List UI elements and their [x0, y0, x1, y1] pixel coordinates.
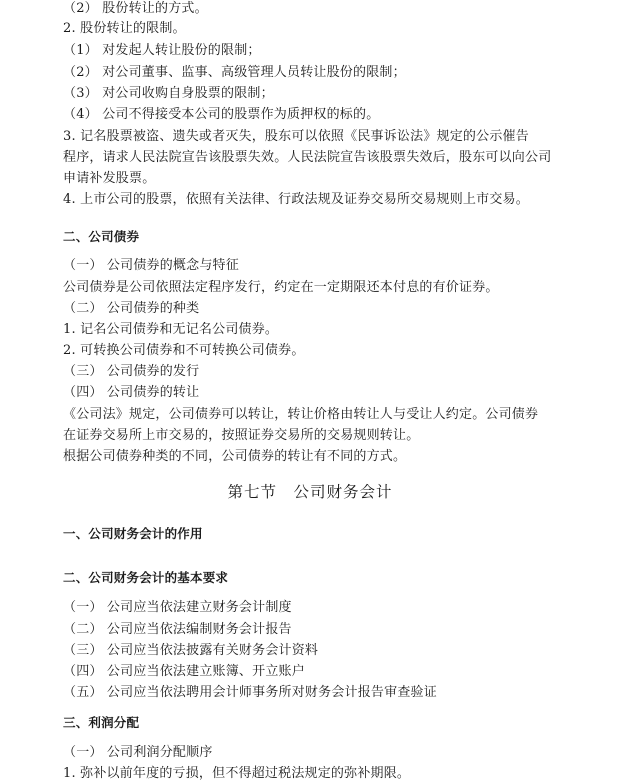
text-line: （三） 公司应当依法披露有关财务会计资料: [63, 643, 319, 658]
text-line: 2. 可转换公司债券和不可转换公司债券。: [63, 343, 305, 358]
text-line: 程序，请求人民法院宣告该股票失效。人民法院宣告该股票失效后，股东可以向公司: [63, 150, 552, 165]
text-line: （3） 对公司收购自身股票的限制；: [63, 86, 274, 101]
text-line: （一） 公司利润分配顺序: [63, 745, 213, 760]
text-line: 申请补发股票。: [63, 171, 156, 186]
text-line: （1） 对发起人转让股份的限制；: [63, 43, 261, 58]
text-line: （2） 对公司董事、监事、高级管理人员转让股份的限制；: [63, 65, 406, 80]
text-line: 1. 记名公司债券和无记名公司债券。: [63, 322, 279, 337]
text-line: （4） 公司不得接受本公司的股票作为质押权的标的。: [63, 107, 380, 122]
text-line: 3. 记名股票被盗、遗失或者灭失，股东可以依照《民事诉讼法》规定的公示催告: [63, 129, 529, 144]
text-line: （二） 公司应当依法编制财务会计报告: [63, 622, 292, 637]
text-line: （四） 公司债券的转让: [63, 385, 200, 400]
text-line: 在证券交易所上市交易的，按照证券交易所的交易规则转让。: [63, 428, 420, 443]
heading-profit-distribution: 三、利润分配: [63, 715, 140, 730]
section-title: 第七节 公司财务会计: [227, 483, 393, 501]
heading-financial-accounting-requirements: 二、公司财务会计的基本要求: [63, 570, 229, 585]
text-line: （一） 公司债券的概念与特征: [63, 258, 239, 273]
text-line: 4. 上市公司的股票，依照有关法律、行政法规及证券交易所交易规则上市交易。: [63, 192, 529, 207]
text-line: （二） 公司债券的种类: [63, 301, 200, 316]
text-line: 根据公司债券种类的不同，公司债券的转让有不同的方式。: [63, 449, 407, 464]
text-line: 2. 股份转让的限制。: [63, 21, 186, 36]
text-line: （三） 公司债券的发行: [63, 364, 200, 379]
text-line: 公司债券是公司依照法定程序发行，约定在一定期限还本付息的有价证券。: [63, 280, 499, 295]
text-line: 《公司法》规定，公司债券可以转让，转让价格由转让人与受让人约定。公司债券: [63, 407, 539, 422]
text-line: （四） 公司应当依法建立账簿、开立账户: [63, 664, 305, 679]
text-line: 1. 弥补以前年度的亏损，但不得超过税法规定的弥补期限。: [63, 766, 411, 781]
heading-financial-accounting-role: 一、公司财务会计的作用: [63, 526, 203, 541]
text-line: （五） 公司应当依法聘用会计师事务所对财务会计报告审查验证: [63, 685, 437, 700]
text-line: （2） 股份转让的方式。: [63, 1, 208, 16]
text-line: （一） 公司应当依法建立财务会计制度: [63, 600, 292, 615]
heading-corporate-bonds: 二、公司债券: [63, 229, 140, 244]
